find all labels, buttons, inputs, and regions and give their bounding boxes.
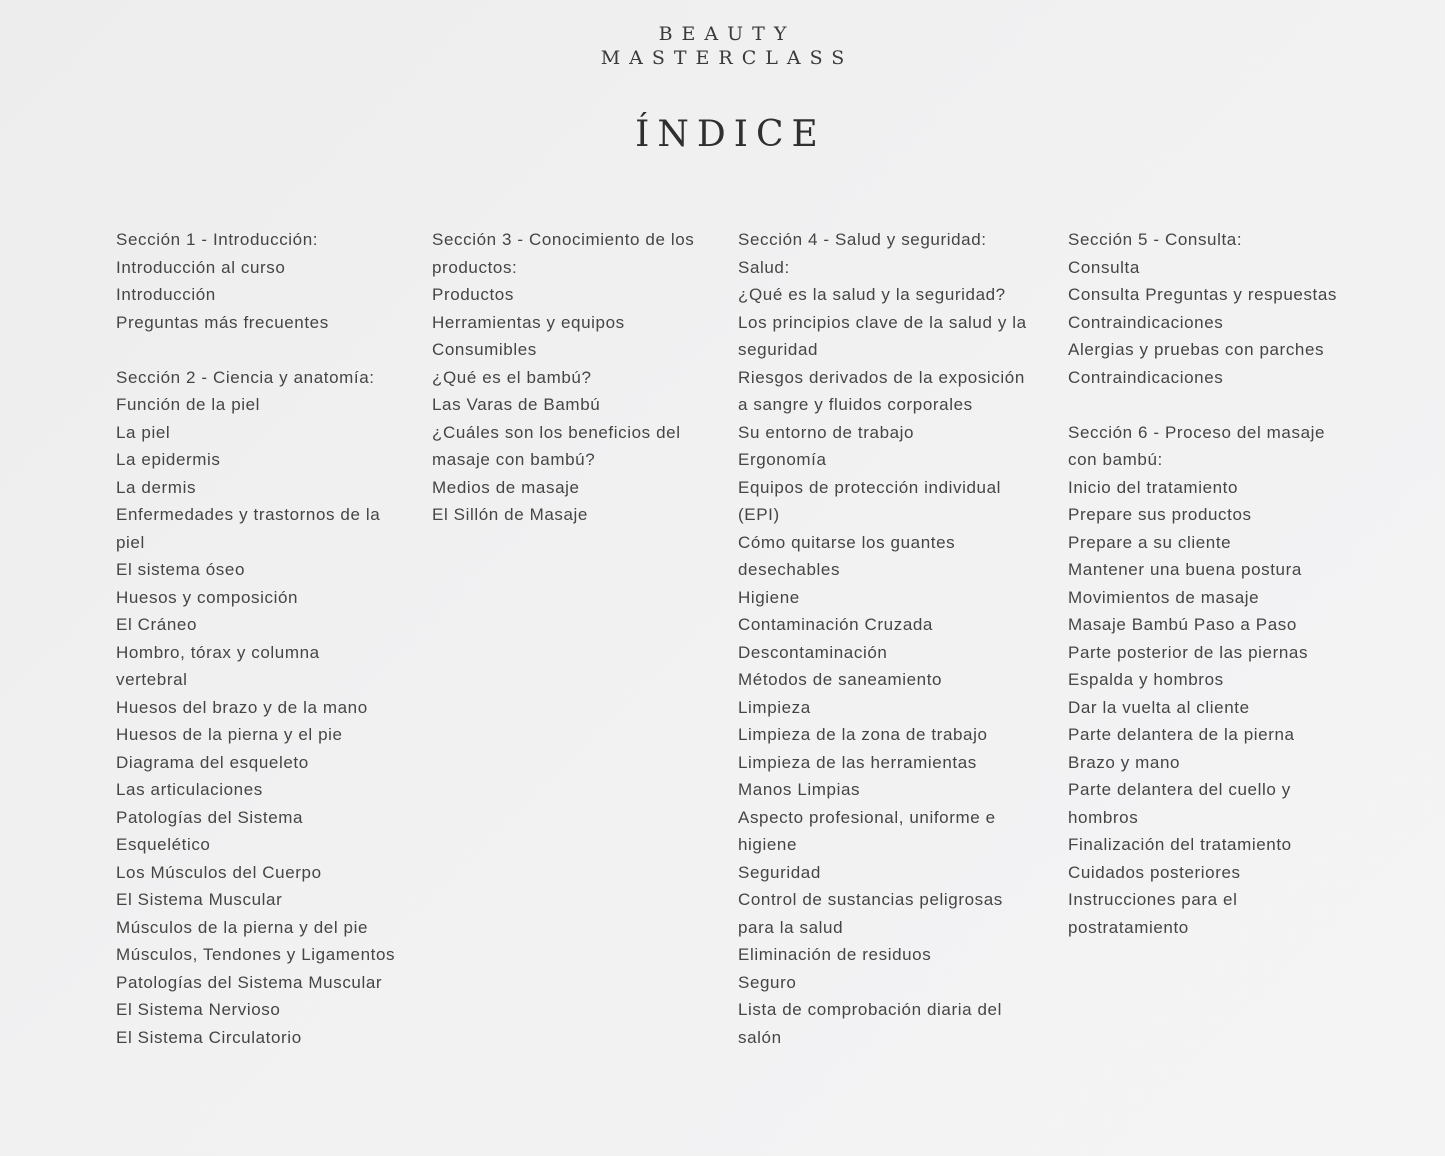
index-entry: Contraindicaciones [1068, 367, 1224, 387]
index-entry: Las articulaciones [116, 780, 263, 799]
index-entry: Diagrama del esqueleto [116, 752, 309, 772]
index-entry: Músculos de la pierna y del pie [116, 917, 369, 937]
index-entry: Dar la vuelta al cliente [1068, 697, 1250, 717]
index-entry: Consumibles [432, 340, 537, 359]
index-entry: Consulta Preguntas y respuestas [1068, 285, 1338, 304]
index-column [116, 226, 396, 1079]
brand-line-1: BEAUTY [658, 23, 796, 45]
index-entry: Músculos, Tendones y Ligamentos [116, 945, 396, 964]
section-heading: Sección 5 - Consulta: [1068, 230, 1243, 249]
index-entry: Espalda y hombros [1068, 670, 1224, 689]
index-entry: Limpieza de la zona de trabajo [738, 725, 988, 744]
index-section [432, 226, 712, 529]
index-entry: Riesgos derivados de la exposición a sangre y fluidos corporales [738, 367, 1025, 414]
index-section [1068, 226, 1338, 391]
index-entry: Hombro, tórax y columna vertebral [116, 642, 320, 689]
index-entry: Contraindicaciones [1068, 312, 1224, 332]
index-entry: Enfermedades y trastornos de la piel [116, 505, 381, 552]
index-section [1068, 419, 1338, 942]
page-title: ÍNDICE [635, 114, 826, 155]
index-entry: Seguro [738, 972, 797, 992]
index-entry: Parte posterior de las piernas [1068, 642, 1309, 662]
index-entry: La epidermis [116, 450, 221, 469]
index-entry: Métodos de saneamiento [738, 670, 943, 689]
section-heading: Sección 4 - Salud y seguridad: [738, 230, 987, 249]
index-entry: Limpieza [738, 697, 811, 717]
section-heading: Sección 6 - Proceso del masaje con bambú: [1068, 422, 1326, 469]
index-entry: Cuidados posteriores [1068, 862, 1241, 882]
index-entry: Finalización del tratamiento [1068, 835, 1292, 854]
index-entry: Preguntas más frecuentes [116, 312, 329, 332]
index-entry: Movimientos de masaje [1068, 587, 1260, 607]
index-entry: Masaje Bambú Paso a Paso [1068, 615, 1297, 634]
index-section [116, 226, 396, 336]
index-entry: Medios de masaje [432, 477, 580, 497]
index-entry: Función de la piel [116, 395, 261, 414]
index-entry: Limpieza de las herramientas [738, 752, 977, 772]
index-entry: La dermis [116, 477, 197, 497]
index-entry: Mantener una buena postura [1068, 560, 1302, 579]
index-entry: Prepare sus productos [1068, 505, 1252, 524]
index-entry: Introducción [116, 285, 216, 304]
brand-line-2: MASTERCLASS [600, 47, 854, 69]
index-entry: Brazo y mano [1068, 752, 1181, 772]
index-entry: Su entorno de trabajo [738, 422, 915, 442]
index-entry: Descontaminación [738, 642, 888, 662]
index-entry: Prepare a su cliente [1068, 532, 1232, 552]
index-entry: Manos Limpias [738, 780, 861, 799]
index-entry: Huesos y composición [116, 587, 299, 607]
index-entry: Alergias y pruebas con parches [1068, 340, 1325, 359]
index-section [116, 364, 396, 1052]
section-heading: Sección 1 - Introducción: [116, 230, 319, 249]
index-column [738, 226, 1038, 1079]
index-entry: Herramientas y equipos [432, 312, 625, 332]
index-entry: Consulta [1068, 257, 1140, 277]
index-entry: Aspecto profesional, uniforme e higiene [738, 807, 996, 854]
index-column [1068, 226, 1338, 969]
index-entry: El Sillón de Masaje [432, 505, 588, 524]
index-entry: Control de sustancias peligrosas para la salud [738, 890, 1003, 937]
index-entry: Lista de comprobación diaria del salón [738, 1000, 1002, 1047]
index-entry: Patologías del Sistema Muscular [116, 972, 383, 992]
index-entry: Contaminación Cruzada [738, 615, 933, 634]
index-entry: ¿Qué es la salud y la seguridad? [738, 285, 1006, 304]
section-heading: Sección 3 - Conocimiento de los productos: [432, 230, 695, 277]
index-section [738, 226, 1038, 1051]
index-entry: Seguridad [738, 862, 821, 882]
index-entry: Productos [432, 285, 514, 304]
index-entry: ¿Qué es el bambú? [432, 367, 592, 387]
index-entry: Equipos de protección individual (EPI) [738, 477, 1002, 524]
index-entry: Los Músculos del Cuerpo [116, 862, 322, 882]
index-entry: Las Varas de Bambú [432, 395, 601, 414]
index-entry: Parte delantera del cuello y hombros [1068, 780, 1291, 827]
index-entry: La piel [116, 422, 171, 442]
index-column [432, 226, 712, 556]
index-entry: Los principios clave de la salud y la seguridad [738, 312, 1027, 359]
index-entry: El Sistema Muscular [116, 890, 283, 909]
index-entry: El sistema óseo [116, 560, 245, 579]
index-entry: Parte delantera de la pierna [1068, 725, 1295, 744]
index-entry: Huesos del brazo y de la mano [116, 697, 368, 717]
index-entry: ¿Cuáles son los beneficios del masaje con bambú? [432, 422, 681, 469]
index-entry: Inicio del tratamiento [1068, 477, 1239, 497]
index-entry: Ergonomía [738, 450, 827, 469]
index-entry: Higiene [738, 587, 800, 607]
index-entry: Instrucciones para el postratamiento [1068, 890, 1238, 937]
index-entry: Eliminación de residuos [738, 945, 932, 964]
section-heading: Sección 2 - Ciencia y anatomía: [116, 367, 375, 387]
index-entry: Cómo quitarse los guantes desechables [738, 532, 956, 579]
index-entry: Salud: [738, 257, 790, 277]
index-entry: El Sistema Nervioso [116, 1000, 281, 1019]
index-entry: El Sistema Circulatorio [116, 1027, 302, 1047]
index-entry: Huesos de la pierna y el pie [116, 725, 343, 744]
index-entry: Introducción al curso [116, 257, 286, 277]
index-entry: Patologías del Sistema Esquelético [116, 807, 304, 854]
brand-logo [0, 22, 1445, 70]
index-entry: El Cráneo [116, 615, 197, 634]
